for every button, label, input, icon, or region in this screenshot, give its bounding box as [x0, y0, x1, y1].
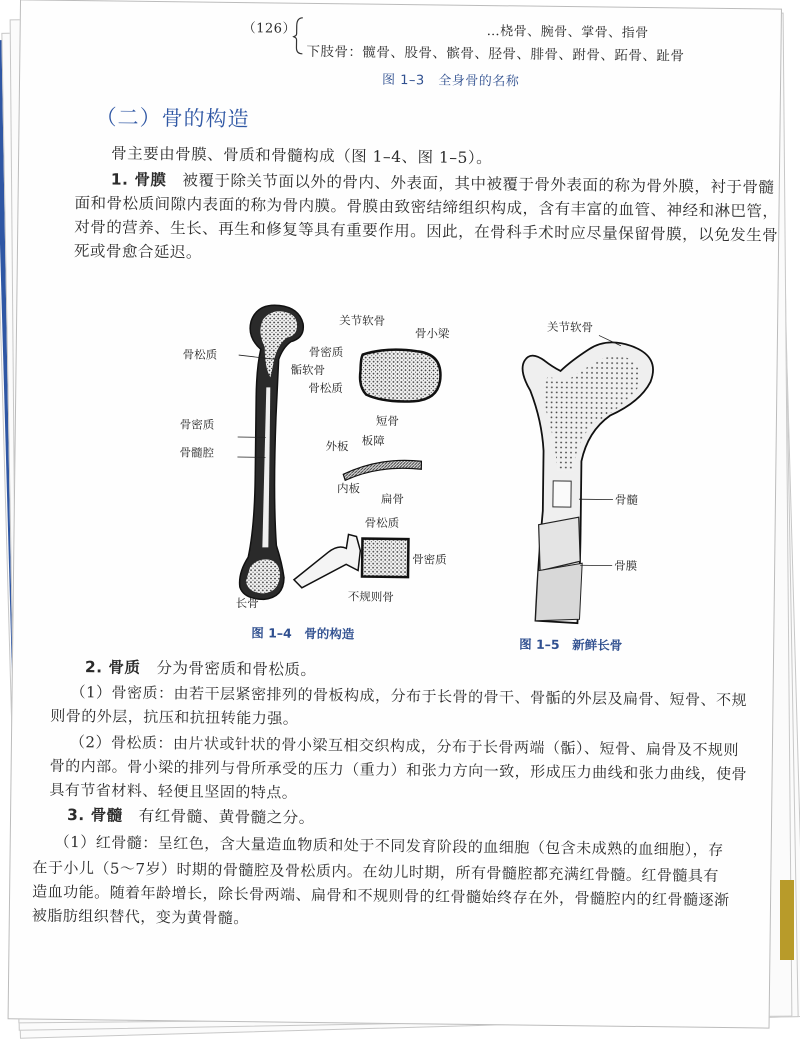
label-trabecula: 骨小梁 — [415, 325, 450, 341]
figure-1-5 — [21, 0, 781, 9]
periosteum-line-2: 面和骨松质间隙内表面的称为骨内膜。骨膜由致密结缔组织构成，含有丰富的血管、神经和淋巴管， — [74, 191, 778, 222]
label-long-bone: 长骨 — [236, 595, 259, 611]
upper-limb-fragment: …桡骨、腕骨、掌骨、指骨 — [487, 20, 649, 41]
label-short-spongy: 骨松质 — [308, 380, 343, 396]
flat-bone-drawing — [339, 452, 425, 483]
periosteum-line-3: 对骨的营养、生长、再生和修复等具有重要作用。因此，在骨科手术时应尽量保留骨膜，以免发生骨 — [74, 215, 778, 246]
intro-paragraph: 骨主要由骨膜、骨质和骨髓构成（图 1–4、图 1–5）。 — [111, 141, 492, 168]
bone-substance-line: 2. 骨质 分为骨密质和骨松质。 — [85, 655, 317, 680]
bone-substance-heading: 2. 骨质 — [85, 658, 141, 677]
periosteum-line-1: 1. 骨膜 被覆于除关节面以外的骨内、外表面，其中被覆于骨外表面的称为骨外膜，衬于骨髓 — [111, 167, 775, 197]
periosteum-line-4: 死或骨愈合延迟。 — [74, 239, 202, 263]
label-irregular-spongy: 骨松质 — [365, 515, 400, 531]
lower-limb-line: 下肢骨：髋骨、股骨、髌骨、胫骨、腓骨、跗骨、跖骨、趾骨 — [306, 40, 684, 65]
figure-1-4 — [21, 0, 781, 9]
spongy-bone-line-2: 骨的内部。骨小梁的排列与骨所承受的压力（重力）和张力方向一致，形成压力曲线和张力曲线，使骨 — [50, 755, 748, 785]
bone-marrow-line: 3. 骨髓 有红骨髓、黄骨髓之分。 — [67, 803, 315, 828]
bone-marrow-heading: 3. 骨髓 — [67, 806, 123, 825]
label-compact-bone: 骨密质 — [180, 416, 215, 432]
irregular-bone-drawing — [288, 522, 419, 594]
book-cover-edge-yellow — [780, 880, 794, 960]
red-marrow-line-2: 在于小儿（5～7岁）时期的骨髓腔及骨松质内。在幼儿时期，所有骨髓腔都充满红骨髓。红骨髓具有 — [32, 857, 719, 886]
label-short-bone: 短骨 — [376, 413, 399, 429]
compact-bone-line-2: 则骨的外层，抗压和抗扭转能力强。 — [50, 705, 298, 729]
label-fresh-marrow: 骨髓 — [615, 492, 638, 508]
page-number: （126） — [243, 17, 297, 37]
section-title: （二）骨的构造 — [95, 101, 249, 133]
brace-icon — [292, 16, 304, 56]
red-marrow-line-1: （1）红骨髓：呈红色，含大量造血物质和处于不同发育阶段的血细胞（包含未成熟的血细胞），存 — [55, 831, 724, 860]
red-marrow-line-4: 被脂肪组织替代，变为黄骨髓。 — [32, 905, 249, 929]
document-page — [8, 0, 782, 1029]
figure-1-5-caption: 图 1–5 新鲜长骨 — [519, 634, 622, 653]
periosteum-heading: 1. 骨膜 — [111, 170, 167, 189]
label-inner-plate: 内板 — [337, 480, 360, 496]
long-bone-leader-lines — [213, 333, 285, 474]
red-marrow-line-3: 造血功能。随着年龄增长，除长骨两端、扁骨和不规则骨的红骨髓始终存在外，骨髓腔内的红骨髓逐渐 — [32, 881, 730, 911]
label-irregular-compact: 骨密质 — [412, 551, 447, 567]
label-fresh-articular-cartilage: 关节软骨 — [547, 319, 593, 336]
spongy-bone-line-3: 具有节省材料、轻便且坚固的特点。 — [49, 779, 297, 803]
figure-1-3-caption: 图 1–3 全身骨的名称 — [382, 69, 519, 90]
label-short-compact: 骨密质 — [309, 344, 344, 360]
fresh-long-bone-drawing — [507, 330, 661, 632]
label-outer-plate: 外板 — [325, 438, 348, 454]
label-articular-cartilage: 关节软骨 — [339, 312, 385, 329]
label-marrow-cavity: 骨髓腔 — [179, 444, 214, 460]
label-irregular-bone: 不规则骨 — [348, 588, 394, 605]
label-epiphyseal-cartilage: 骺软骨 — [290, 362, 325, 378]
figure-1-4-caption: 图 1–4 骨的构造 — [251, 623, 354, 642]
spongy-bone-line-1: （2）骨松质：由片状或针状的骨小梁互相交织构成，分布于长骨两端（骺）、短骨、扁骨及不规则 — [70, 731, 739, 760]
short-bone-drawing — [356, 344, 447, 407]
label-diploe: 板障 — [362, 433, 385, 449]
compact-bone-line-1: （1）骨密质：由若干层紧密排列的骨板构成，分布于长骨的骨干、骨骺的外层及扁骨、短骨、不规 — [70, 681, 747, 710]
label-fresh-periosteum: 骨膜 — [614, 558, 637, 574]
label-spongy-bone: 骨松质 — [183, 346, 218, 362]
label-flat-bone: 扁骨 — [381, 491, 404, 507]
